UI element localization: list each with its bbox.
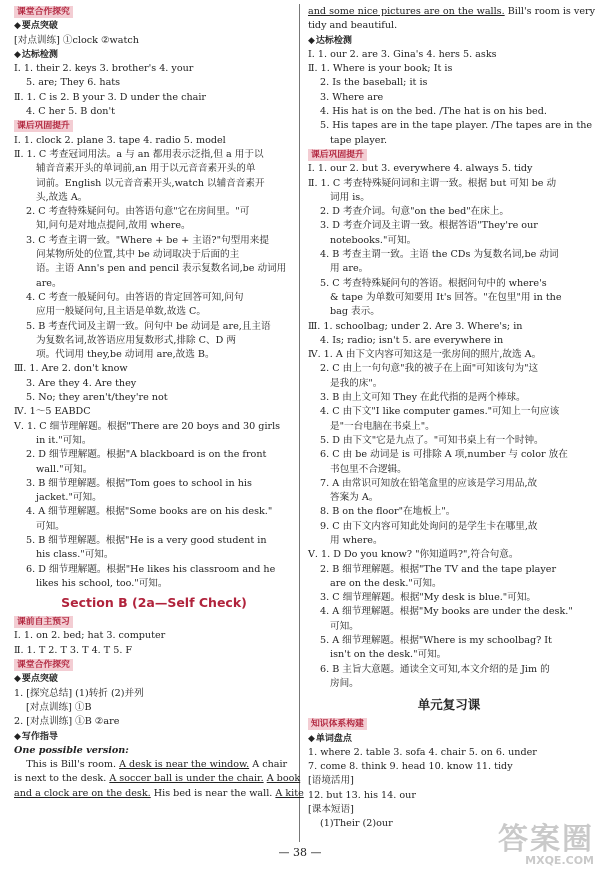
section-tag-row bbox=[308, 717, 590, 731]
answer-line: 辅音音素开头的单词前,an 用于以元音音素开头的单 bbox=[36, 163, 256, 175]
answer-line: 3. Where are bbox=[320, 91, 384, 103]
essay-line: is next to the desk. A soccer ball is under the chair. A book bbox=[14, 773, 301, 785]
section-tag-row bbox=[14, 615, 294, 629]
answer-line: 2. C 考查特殊疑问句。由答语句意"它在房间里。"可 bbox=[26, 206, 250, 218]
answer-line: 5. B 细节理解题。根据"He is a very good student in bbox=[26, 534, 267, 546]
answer-line: Ⅴ. 1. D Do you know? "你知道吗?",符合句意。 bbox=[308, 549, 519, 561]
answer-line: Ⅰ. 1. our 2. are 3. Gina's 4. hers 5. asks bbox=[308, 48, 497, 60]
answer-line: 7. come 8. think 9. head 10. know 11. tidy bbox=[308, 761, 513, 773]
answer-line: 2. Is the baseball; it is bbox=[320, 77, 428, 89]
section-tag: 课堂合作探究 bbox=[14, 659, 73, 671]
subheading: ◆ 写作指导 bbox=[14, 730, 294, 744]
answer-line: 6. B 主旨大意题。通读全文可知,本文介绍的是 Jim 的 bbox=[320, 663, 550, 675]
answer-line: 答案为 A。 bbox=[330, 492, 379, 504]
essay-line: and a clock are on the desk. His bed is near the wall. A kite bbox=[14, 787, 304, 799]
answer-line: [语境活用] bbox=[308, 775, 354, 787]
answer-line: 3. C 细节理解题。根据"My desk is blue."可知。 bbox=[320, 592, 537, 604]
answer-line: likes his school, too."可知。 bbox=[36, 577, 168, 589]
answer-line: Ⅱ. 1. C 考查特殊疑问词和主谓一致。根据 but 可知 be 动 bbox=[308, 177, 557, 189]
answer-line: 可知。 bbox=[330, 620, 359, 632]
section-tag: 知识体系构建 bbox=[308, 718, 367, 730]
answer-line: 可知。 bbox=[36, 520, 65, 532]
answer-line: 9. C 由下文内容可知此处询问的是学生卡在哪里,故 bbox=[320, 520, 538, 532]
answer-line: 6. D 细节理解题。根据"He likes his classroom and he bbox=[26, 563, 276, 575]
answer-line: Ⅲ. 1. Are 2. don't know bbox=[14, 363, 128, 375]
answer-line: 应用一般疑问句,且主语是单数,故选 C。 bbox=[36, 306, 206, 318]
answer-line: 4. B 考查主谓一致。主语 the CDs 为复数名词,be 动词 bbox=[320, 249, 559, 261]
answer-line: 3. C 考查主谓一致。"Where + be + 主语?"句型用来提 bbox=[26, 234, 269, 246]
answer-line: 是"一台电脑在书桌上"。 bbox=[330, 420, 435, 432]
answer-line: 3. B 细节理解题。根据"Tom goes to school in his bbox=[26, 477, 252, 489]
answer-line: 5. No; they aren't/they're not bbox=[26, 392, 168, 404]
answer-line: jacket."可知。 bbox=[36, 492, 102, 504]
answer-line: 语。主语 Ann's pen and pencil 表示复数名词,be 动词用 bbox=[36, 263, 287, 275]
answer-line: 6. C 由 be 动词是 is 可排除 A 项,number 与 color 放在 bbox=[320, 449, 568, 461]
answer-line: 5. are; They 6. hats bbox=[26, 77, 121, 89]
answer-line: 是我的床"。 bbox=[330, 377, 383, 389]
section-tag-row bbox=[14, 5, 294, 19]
column-divider bbox=[299, 4, 300, 842]
right-column bbox=[308, 5, 596, 832]
answer-line: are。 bbox=[36, 277, 62, 289]
answer-line: 3. Are they 4. Are they bbox=[26, 377, 137, 389]
answer-line: 1. [探究总结] (1)转折 (2)并列 bbox=[14, 687, 144, 699]
answer-line: 1. where 2. table 3. sofa 4. chair 5. on 6. under bbox=[308, 746, 537, 758]
answer-line: 词用 is。 bbox=[330, 191, 370, 203]
answer-line: in it."可知。 bbox=[36, 434, 92, 446]
watermark-url: MXQE.COM bbox=[525, 854, 594, 867]
answer-line: Ⅱ. 1. C 考查冠词用法。a 与 an 都用表示泛指,但 a 用于以 bbox=[14, 148, 264, 160]
answer-line: (1)Their (2)our bbox=[320, 818, 393, 830]
answer-line: wall."可知。 bbox=[36, 463, 93, 475]
answer-line: 4. A 细节理解题。根据"My books are under the desk." bbox=[320, 606, 573, 618]
answer-line: 4. C her 5. B don't bbox=[26, 106, 115, 118]
answer-line: 4. A 细节理解题。根据"Some books are on his desk." bbox=[26, 506, 273, 518]
answer-line: 5. C 考查特殊疑问句的答语。根据问句中的 where's bbox=[320, 277, 547, 289]
answer-line: 3. B 由上文可知 They 在此代指的是两个棒球。 bbox=[320, 392, 526, 404]
answer-line: 为复数名词,故答语应用复数形式,排除 C、D 两 bbox=[36, 334, 236, 346]
answer-line: 4. Is; radio; isn't 5. are everywhere in bbox=[320, 334, 504, 346]
answer-line: 2. B 细节理解题。根据"The TV and the tape player bbox=[320, 563, 557, 575]
section-tag: 课后巩固提升 bbox=[308, 149, 367, 161]
answer-line: 3. D 考查介词及主谓一致。根据答语"They're our bbox=[320, 220, 538, 232]
answer-line: 用 where。 bbox=[330, 534, 383, 546]
answer-line: his class."可知。 bbox=[36, 549, 114, 561]
answer-line: tape player. bbox=[330, 134, 388, 146]
section-tag-row bbox=[14, 119, 294, 133]
page-number: — 38 — bbox=[278, 846, 322, 859]
answer-line: [对点训练] ①B bbox=[26, 701, 92, 713]
answer-line: 5. B 考查代词及主谓一致。问句中 be 动词是 are,且主语 bbox=[26, 320, 271, 332]
answer-line: Ⅰ. 1. on 2. bed; hat 3. computer bbox=[14, 630, 166, 642]
watermark-logo bbox=[498, 822, 594, 867]
answer-line: bag 表示。 bbox=[330, 306, 380, 318]
answer-line: 项。代词用 they,be 动词用 are,故选 B。 bbox=[36, 349, 215, 361]
essay-line: and some nice pictures are on the walls. Bill's room is very bbox=[308, 6, 596, 17]
answer-line: Ⅰ. 1. their 2. keys 3. brother's 4. your bbox=[14, 63, 194, 75]
answer-line: 词前。English 以元音音素开头,watch 以辅音音素开 bbox=[36, 177, 265, 189]
answer-line: 头,故选 A。 bbox=[36, 191, 88, 203]
answer-line: 7. A 由常识可知放在铅笔盒里的应该是学习用品,故 bbox=[320, 477, 538, 489]
subheading: ◆ 要点突破 bbox=[14, 672, 294, 686]
essay-line: This is Bill's room. A desk is near the window. A chair bbox=[14, 759, 288, 771]
answer-line: Ⅲ. 1. schoolbag; under 2. Are 3. Where's; in bbox=[308, 320, 523, 332]
answer-line: 知,问句是对地点提问,故用 where。 bbox=[36, 220, 191, 232]
answer-line: Ⅴ. 1. C 细节理解题。根据"There are 20 boys and 30 girls bbox=[14, 420, 281, 432]
subheading: ◆ 达标检测 bbox=[308, 34, 590, 48]
answer-line: 4. C 考查一般疑问句。由答语的肯定回答可知,问句 bbox=[26, 291, 244, 303]
section-tag: 课堂合作探究 bbox=[14, 6, 73, 18]
answer-line: Ⅰ. 1. clock 2. plane 3. tape 4. radio 5. model bbox=[14, 134, 226, 146]
answer-line: 2. [对点训练] ①B ②are bbox=[14, 716, 120, 728]
answer-line: Ⅱ. 1. C is 2. B your 3. D under the chair bbox=[14, 91, 207, 103]
answer-line: 5. D 由下文"它是九点了。"可知书桌上有一个时钟。 bbox=[320, 434, 544, 446]
answer-line: isn't on the desk."可知。 bbox=[330, 649, 447, 661]
answer-line: [课本短语] bbox=[308, 804, 354, 816]
watermark-text: 答案圈 bbox=[498, 822, 594, 857]
answer-line: Ⅰ. 1. our 2. but 3. everywhere 4. always 5. tidy bbox=[308, 163, 533, 175]
answer-line: 书包里不合逻辑。 bbox=[330, 463, 407, 475]
answer-line: 4. C 由下文"I like computer games."可知上一句应该 bbox=[320, 406, 560, 418]
answer-line: 房间。 bbox=[330, 677, 359, 689]
section-tag-row bbox=[308, 148, 590, 162]
answer-line: 问某物所处的位置,其中 be 动词取决于后面的主 bbox=[36, 249, 240, 261]
answer-line: 8. B on the floor"在地板上"。 bbox=[320, 506, 456, 518]
answer-line: 5. His tapes are in the tape player. /The tapes are in the bbox=[320, 120, 593, 132]
answer-line: 2. D 细节理解题。根据"A blackboard is on the front bbox=[26, 449, 267, 461]
answer-line: 5. A 细节理解题。根据"Where is my schoolbag? It bbox=[320, 635, 552, 647]
answer-line: Ⅳ. 1～5 EABDC bbox=[14, 406, 91, 418]
answer-line: 2. D 考查介词。句意"on the bed"在床上。 bbox=[320, 206, 510, 218]
answer-line: Ⅱ. 1. Where is your book; It is bbox=[308, 63, 453, 75]
subheading: ◆ 达标检测 bbox=[14, 48, 294, 62]
answer-line: notebooks."可知。 bbox=[330, 234, 417, 246]
answer-line: 2. C 由上一句句意"我的被子在上面"可知该句为"这 bbox=[320, 363, 539, 375]
answer-line: Ⅳ. 1. A 由下文内容可知这是一张房间的照片,故选 A。 bbox=[308, 349, 542, 361]
sample-label: One possible version: bbox=[14, 744, 129, 756]
answer-line: [对点训练] ①clock ②watch bbox=[14, 34, 139, 46]
left-column bbox=[14, 5, 304, 801]
answer-line: 4. His hat is on the bed. /The hat is on his bed. bbox=[320, 106, 547, 118]
answer-line: Ⅱ. 1. T 2. T 3. T 4. T 5. F bbox=[14, 644, 133, 656]
answer-line: tidy and beautiful. bbox=[308, 20, 398, 32]
subheading: ◆ 单词盘点 bbox=[308, 732, 590, 746]
section-tag-row bbox=[14, 658, 294, 672]
unit-title: 单元复习课 bbox=[417, 697, 481, 713]
subheading: ◆ 要点突破 bbox=[14, 19, 294, 33]
answer-line: & tape 为单数可知要用 It's 回答。"在包里"用 in the bbox=[330, 291, 562, 303]
section-title: Section B (2a—Self Check) bbox=[61, 595, 247, 611]
section-tag: 课后巩固提升 bbox=[14, 120, 73, 132]
section-tag: 课前自主预习 bbox=[14, 616, 73, 628]
answer-line: 用 are。 bbox=[330, 263, 369, 275]
answer-line: 12. but 13. his 14. our bbox=[308, 789, 416, 801]
answer-line: are on the desk."可知。 bbox=[330, 577, 442, 589]
